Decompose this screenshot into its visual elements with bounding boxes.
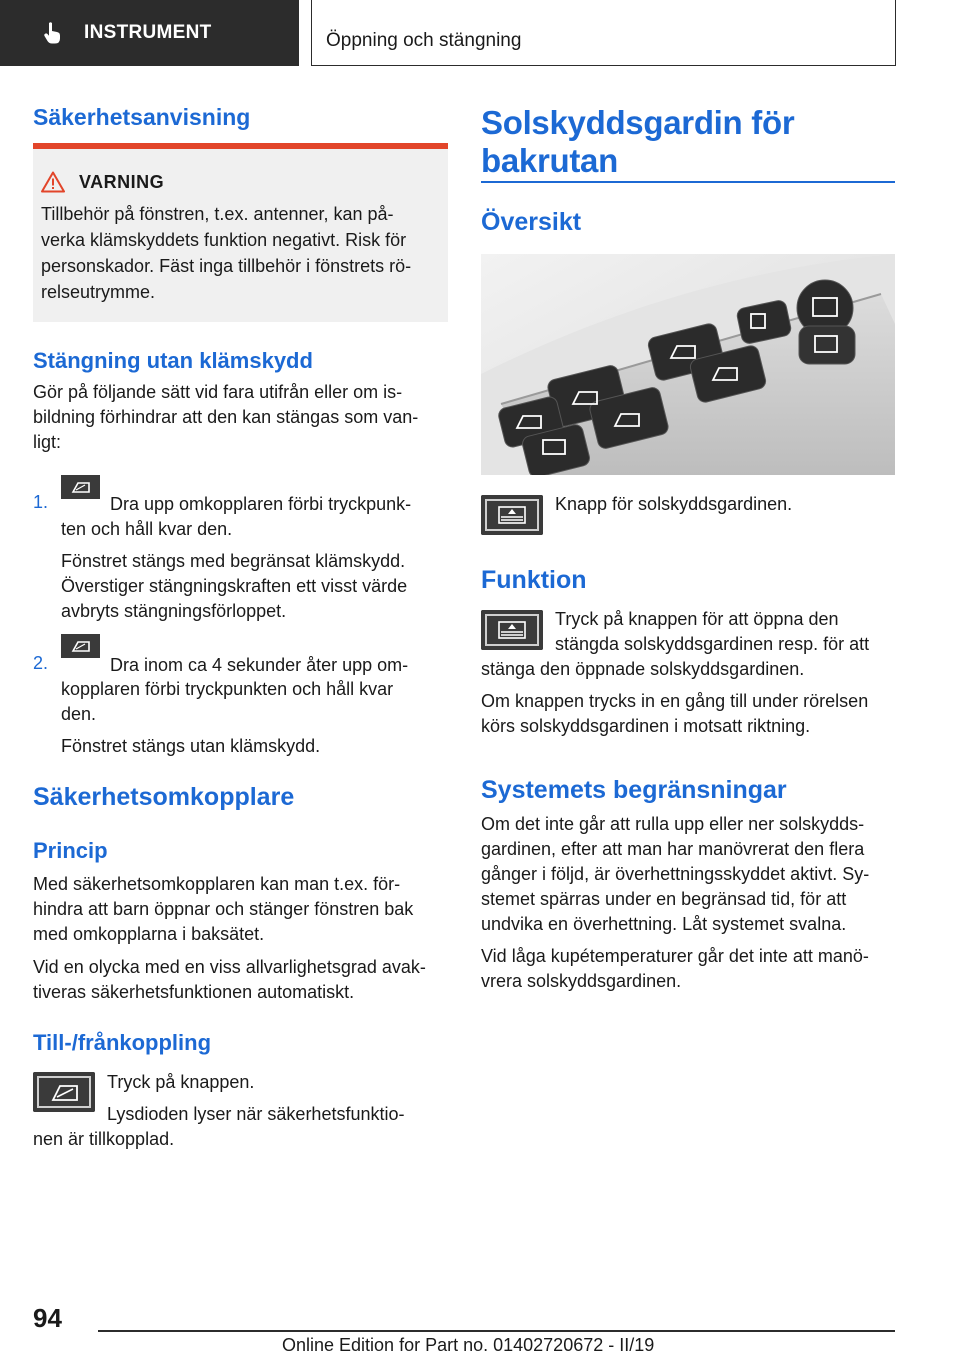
text-line: Vid låga kupétemperaturer går det inte att manö- <box>481 946 869 966</box>
text-line: den. <box>61 704 97 724</box>
step-rest <box>61 677 448 727</box>
window-switch-icon <box>61 634 100 658</box>
overview-title: Översikt <box>481 208 582 236</box>
page-header <box>0 0 960 66</box>
step-number: 1. <box>33 492 49 512</box>
safety-title: Säkerhetsanvisning <box>33 104 251 130</box>
safety-switch-title: Säkerhetsomkopplare <box>33 783 295 811</box>
text-line: stängda solskyddsgardinen resp. för att <box>555 634 870 654</box>
toggle-line: Lysdioden lyser när säkerhetsfunktio- <box>107 1104 405 1124</box>
toggle-title: Till-/frånkoppling <box>33 1030 212 1055</box>
footer-divider <box>98 1330 895 1332</box>
overview-caption: Knapp för solskyddsgardinen. <box>555 494 793 514</box>
toggle-line: Tryck på knappen. <box>107 1072 255 1092</box>
principle-paragraph <box>33 872 448 947</box>
text-line: vrera solskyddsgardinen. <box>481 971 682 991</box>
text-line: Om det inte går att rulla upp eller ner solskydds- <box>481 814 865 834</box>
text-line: gånger i följd, är överhettningsskyddet aktivt. Sy- <box>481 864 870 884</box>
text-line: avbryts stängningsförloppet. <box>61 601 287 621</box>
text-line: tiveras säkerhetsfunktionen automatiskt. <box>33 982 355 1002</box>
text-line: kopplaren förbi tryckpunkten och håll kvar <box>61 679 394 699</box>
edition-label: Online Edition for Part no. 01402720672 - II/19 <box>282 1335 655 1355</box>
text-line: ligt: <box>33 432 62 452</box>
step-number: 2. <box>33 653 49 673</box>
text-line: Om knappen trycks in en gång till under rörelsen <box>481 691 869 711</box>
function-title: Funktion <box>481 566 587 594</box>
limits-title: Systemets begränsningar <box>481 776 787 804</box>
window-switch-icon <box>61 475 100 499</box>
function-text <box>555 607 895 657</box>
chapter-tab <box>311 0 896 66</box>
text-line: Med säkerhetsomkopplaren kan man t.ex. för- <box>33 874 401 894</box>
section-label: INSTRUMENT <box>84 22 212 43</box>
safety-switch-icon <box>33 1072 95 1112</box>
text-line: hindra att barn öppnar och stänger fönstren bak <box>33 899 414 919</box>
limits-paragraph <box>481 944 895 994</box>
text-line: gardinen, efter att man har manövrerat den flera <box>481 839 865 859</box>
sunblind-button-icon <box>481 610 543 650</box>
warning-triangle-icon <box>41 171 65 193</box>
limits-paragraph <box>481 812 895 937</box>
text-line: körs solskyddsgardinen i motsatt riktning. <box>481 716 811 736</box>
text-line: undvika en överhettning. Låt systemet svalna. <box>481 914 847 934</box>
function-paragraph <box>481 689 895 739</box>
toggle-line: nen är tillkopplad. <box>33 1129 175 1149</box>
sunblind-button-icon <box>481 495 543 535</box>
title-divider <box>481 181 895 183</box>
text-line: ten och håll kvar den. <box>61 519 233 539</box>
text-line: bildning förhindrar att den kan stängas som van- <box>33 407 419 427</box>
text-line: Gör på följande sätt vid fara utifrån eller om is- <box>33 382 403 402</box>
step-first-line: Dra inom ca 4 sekunder åter upp om- <box>110 655 409 675</box>
page-number: 94 <box>33 1303 62 1333</box>
function-text: stänga den öppnade solskyddsgardinen. <box>481 659 805 679</box>
step-note <box>61 734 448 759</box>
text-line: Fönstret stängs med begränsat klämskydd. <box>61 551 406 571</box>
main-title <box>481 104 794 180</box>
principle-paragraph <box>33 955 448 1005</box>
closing-intro <box>33 380 448 455</box>
warning-text <box>41 201 441 305</box>
principle-title: Princip <box>33 838 108 863</box>
text-line: Vid en olycka med en viss allvarlighetsgrad avak- <box>33 957 426 977</box>
title-line: Solskyddsgardin för <box>481 104 795 141</box>
warning-line: Tillbehör på fönstren, t.ex. antenner, kan på- <box>41 204 394 224</box>
closing-title: Stängning utan klämskydd <box>33 348 313 373</box>
warning-label: VARNING <box>79 171 165 192</box>
warning-line: personskador. Fäst inga tillbehör i fönstrets rö- <box>41 256 412 276</box>
warning-line: relseutrymme. <box>41 282 156 302</box>
title-line: bakrutan <box>481 142 618 179</box>
text-line: Tryck på knappen för att öppna den <box>555 609 839 629</box>
warning-box <box>33 143 448 322</box>
chapter-label: Öppning och stängning <box>326 30 522 51</box>
pointing-hand-icon <box>40 20 66 46</box>
step-rest <box>61 517 448 542</box>
step-note <box>61 549 448 624</box>
text-line: stemet spärras under en begränsad tid, för att <box>481 889 847 909</box>
text-line: Överstiger stängningskraften ett visst värde <box>61 576 408 596</box>
section-tab <box>0 0 299 66</box>
warning-line: verka klämskyddets funktion negativt. Risk för <box>41 230 407 250</box>
text-line: med omkopplarna i baksätet. <box>33 924 265 944</box>
window-switch-panel-photo <box>481 254 895 475</box>
step-first-line: Dra upp omkopplaren förbi tryckpunk- <box>110 494 412 514</box>
text-line: Fönstret stängs utan klämskydd. <box>61 736 321 756</box>
